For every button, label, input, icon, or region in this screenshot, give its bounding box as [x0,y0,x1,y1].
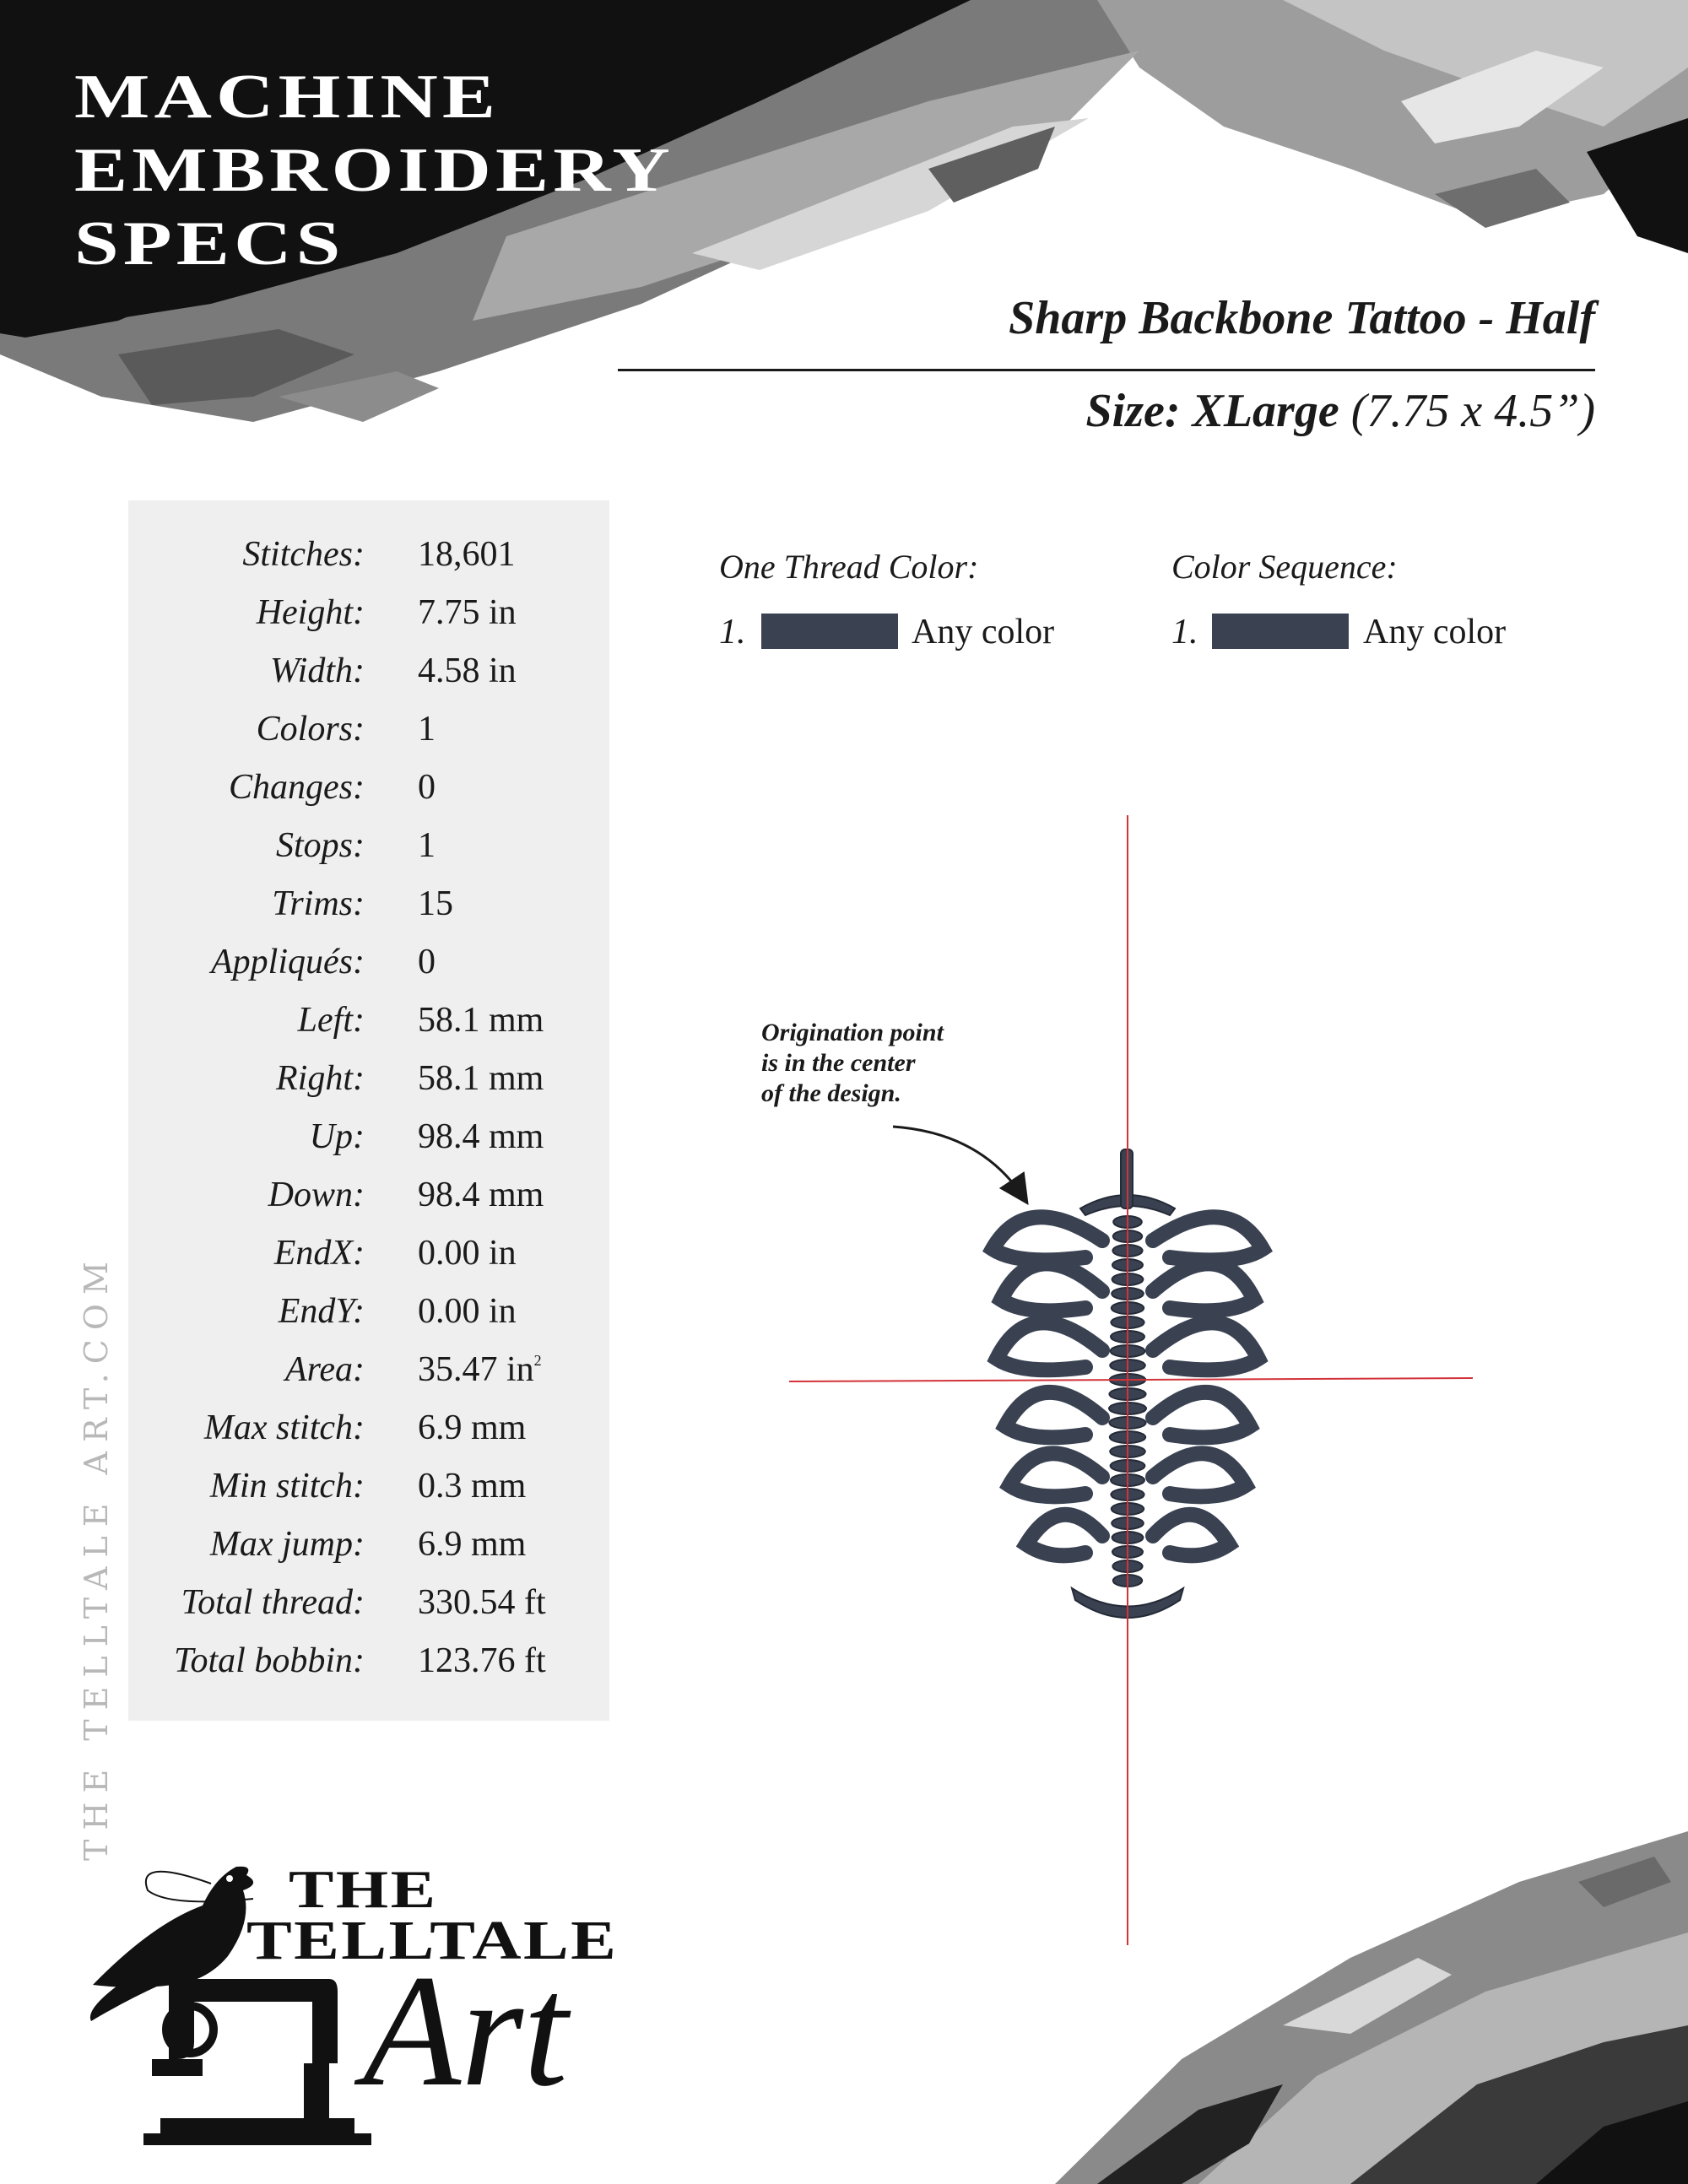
spec-value: 123.76 ft [418,1641,546,1680]
spec-label: Min stitch: [209,1467,365,1506]
logo-telltale: TELLTALE [246,1910,619,1971]
size-dimensions: (7.75 x 4.5”) [1350,385,1595,437]
logo-the: THE [289,1859,438,1919]
spec-value: 0.00 in [418,1292,517,1331]
spec-value: 58.1 mm [418,1001,544,1040]
design-name: Sharp Backbone Tattoo - Half [1009,292,1595,344]
color-sequence-heading: Color Sequence: [1171,548,1398,586]
spec-value: 1 [418,710,436,749]
spec-value: 35.47 $in^2$ [418,1350,542,1389]
spec-label: Right: [276,1059,365,1098]
spec-value: 1 [418,826,436,865]
spec-value: 0.00 in [418,1234,517,1273]
spec-value: 7.75 in [418,593,517,632]
spec-label: Max jump: [209,1525,365,1564]
page-title-line-1: MACHINE [74,62,500,132]
spec-label: Area: [284,1350,365,1389]
spec-label: Total bobbin: [174,1641,365,1680]
spec-label: Up: [309,1117,365,1156]
origination-note: Origination point is in the center of the design. [761,1019,944,1107]
spec-value: 0 [418,768,436,807]
spec-label: Colors: [256,710,365,749]
size-label: Size: XLarge [1085,385,1339,437]
spec-value: 330.54 ft [418,1583,546,1622]
spec-label: EndX: [273,1234,365,1273]
side-website-text: THE TELLTALE ART.COM [78,1252,115,1861]
spec-label: Down: [268,1176,365,1214]
logo-art: Art [363,1943,568,2120]
spec-label: Appliqués: [211,943,365,981]
spec-value: 0.3 mm [418,1467,527,1506]
spec-value: 98.4 mm [418,1117,544,1156]
spec-label: Left: [297,1001,365,1040]
spec-label: Stitches: [242,535,365,574]
spec-label: Stops: [276,826,365,865]
spec-label: Trims: [272,884,365,923]
spec-value: 15 [418,884,453,923]
sequence-color-number: 1. [1171,613,1198,651]
spec-value: 58.1 mm [418,1059,544,1098]
page-title-line-2: EMBROIDERY [74,136,674,205]
spec-value: 6.9 mm [418,1525,527,1564]
thread-color-name: Any color [912,613,1055,651]
spec-label: EndY: [278,1292,365,1331]
spec-value: 18,601 [418,535,516,574]
spec-label: Max stitch: [203,1408,365,1447]
spec-label: Changes: [229,768,365,807]
spec-value: 0 [418,943,436,981]
page-title-line-3: SPECS [74,209,345,278]
sequence-color-name: Any color [1363,613,1507,651]
spec-label: Total thread: [181,1583,365,1622]
spec-value: 4.58 in [418,651,517,690]
spec-value: 6.9 mm [418,1408,527,1447]
thread-color-number: 1. [719,613,746,651]
spec-label: Height: [256,593,365,632]
one-thread-color-heading: One Thread Color: [719,548,979,586]
spec-label: Width: [270,651,365,690]
spec-value: 98.4 mm [418,1176,544,1214]
